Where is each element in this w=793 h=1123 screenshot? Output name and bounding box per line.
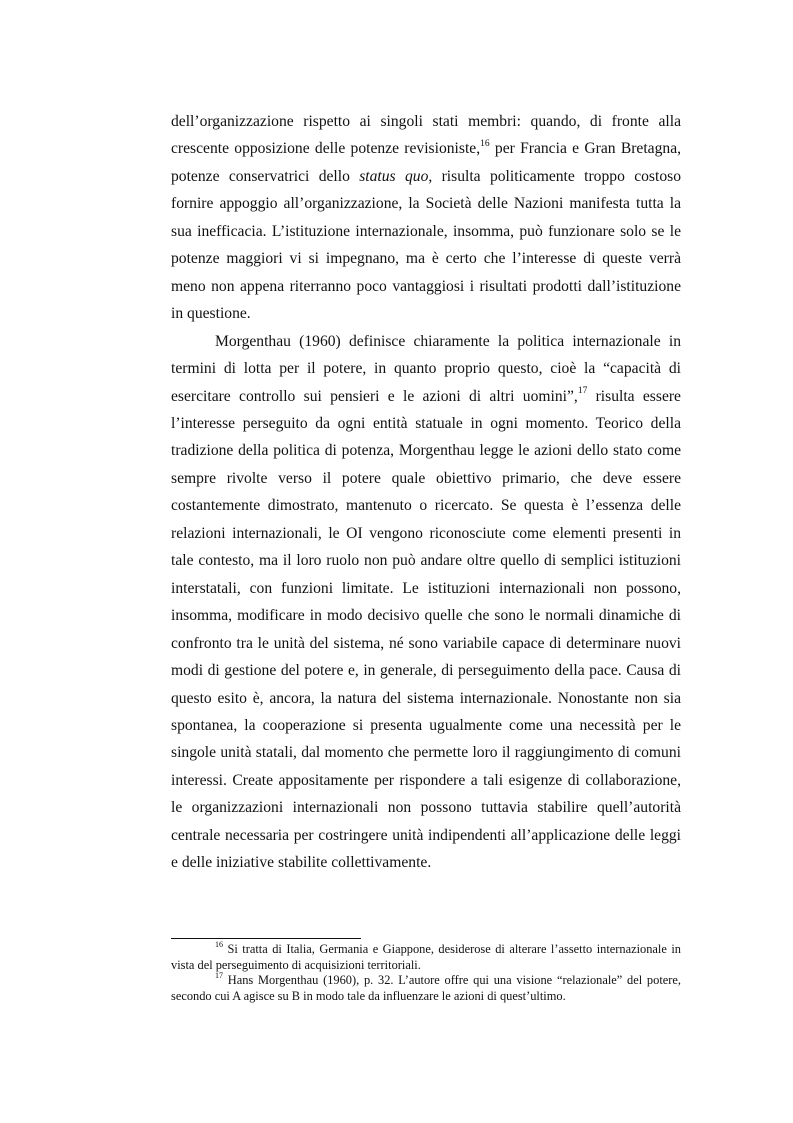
footnotes <box>171 939 681 1004</box>
paragraph-1 <box>171 108 681 328</box>
footnote-16-number: 16 <box>215 939 223 949</box>
paragraph-1-text-a: dell’organizzazione rispetto ai singoli stati membri: quando, di fronte alla crescente opposizione delle potenze revisioniste, <box>171 113 681 158</box>
footnote-17-number: 17 <box>215 970 223 980</box>
paragraph-1-italic: status quo <box>359 167 429 185</box>
body-text <box>171 108 681 877</box>
footnote-separator <box>171 938 361 939</box>
paragraph-2 <box>171 328 681 877</box>
paragraph-2-text-a: Morgenthau (1960) definisce chiaramente la politica internazionale in termini di lotta per il potere, in quanto proprio questo, cioè la “capacità di esercitare controllo sui pensieri e le azioni di altri uomini”, <box>171 332 681 405</box>
footnote-ref-16[interactable]: 16 <box>480 139 490 150</box>
footnote-17 <box>171 970 681 1004</box>
footnote-17-text: Hans Morgenthau (1960), p. 32. L’autore offre qui una visione “relazionale” del potere, secondo cui A agisce su B in modo tale da influenzare le azioni di quest’ultimo. <box>171 973 681 1003</box>
paragraph-2-text-b: risulta essere l’interesse perseguito da ogni entità statuale in ogni momento. Teorico della tradizione della politica di potenza, Morgenthau legge le azioni dello stato come sempre rivolte verso il potere quale obiettivo primario, che deve essere costantemente dimostrato, mantenuto o ricercato. Se questa è l’essenza delle relazioni internazionali, le OI vengono riconosciute come elementi presenti in tale contesto, ma il loro ruolo non può andare oltre quello di semplici istituzioni interstatali, con funzioni limitate. Le istituzioni internazionali non possono, insomma, modificare in modo decisivo quelle che sono le normali dinamiche di confronto tra le unità del sistema, né sono variabile capace di determinare nuovi modi di gestione del potere e, in generale, di perseguimento della pace. Causa di questo esito è, ancora, la natura del sistema internazionale. Nonostante non sia spontanea, la cooperazione si presenta ugualmente come una necessità per le singole unità statali, dal momento che permette loro il raggiungimento di comuni interessi. Create appositamente per rispondere a tali esigenze di collaborazione, le organizzazioni internazionali non possono tuttavia stabilire quell’autorità centrale necessaria per costringere unità indipendenti all’applicazione delle leggi e delle iniziative stabilite collettivamente. <box>171 387 681 872</box>
paragraph-1-text-b: per Francia e Gran Bretagna, potenze conservatrici dello <box>171 140 682 185</box>
footnote-16 <box>171 939 681 973</box>
footnote-ref-17[interactable]: 17 <box>577 386 588 397</box>
paragraph-1-text-c: , risulta politicamente troppo costoso fornire appoggio all’organizzazione, la Società delle Nazioni manifesta tutta la sua inefficacia. L’istituzione internazionale, insomma, può funzionare solo se le potenze maggiori vi si impegnano, ma è certo che l’interesse di queste verrà meno non appena riterranno poco vantaggiosi i risultati prodotti dall’istituzione in questione. <box>171 167 681 323</box>
footnote-16-text: Si tratta di Italia, Germania e Giappone, desiderose di alterare l’assetto internazionale in vista del perseguimento di acquisizioni territoriali. <box>171 942 681 972</box>
